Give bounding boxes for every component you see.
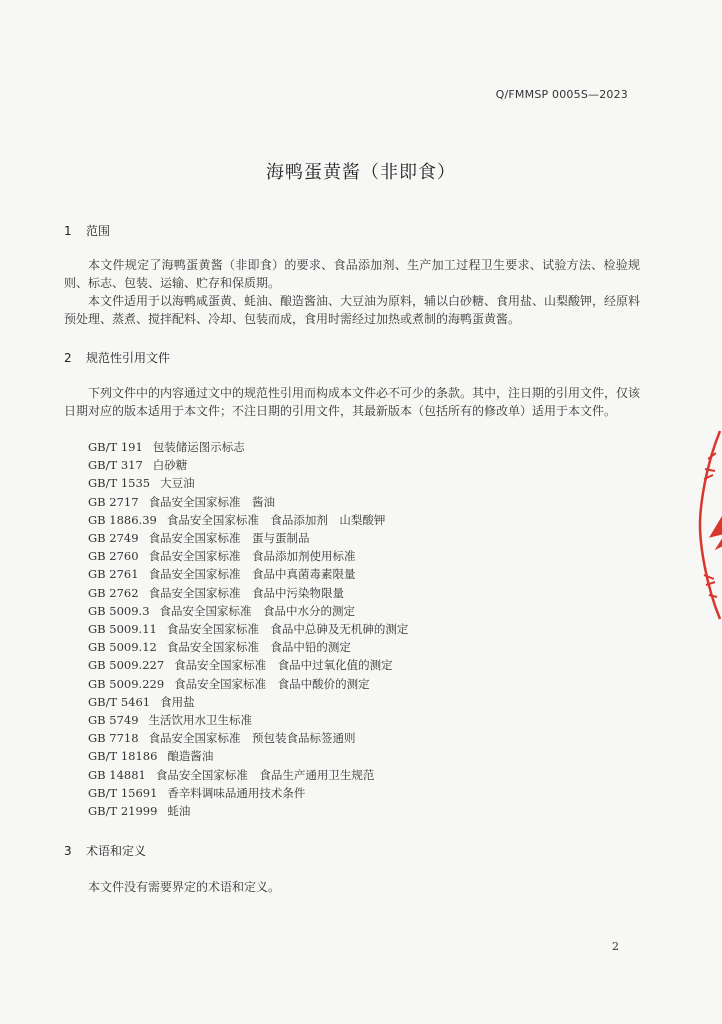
- reference-code: GB 5009.11: [88, 622, 157, 637]
- paragraph: 下列文件中的内容通过文中的规范性引用而构成本文件必不可少的条款。其中，注日期的引用文件，仅该日期对应的版本适用于本文件；不注日期的引用文件，其最新版本（包括所有的修改单）适用于本文件。: [64, 386, 641, 418]
- reference-code: GB 5009.12: [88, 640, 157, 655]
- reference-title: 食品安全国家标准 食品添加剂 山梨酸钾: [166, 512, 386, 527]
- document-code: Q/FMMSP 0005S—2023: [495, 88, 628, 101]
- section-title: 规范性引用文件: [86, 351, 171, 365]
- reference-code: GB 1886.39: [88, 512, 157, 527]
- reference-title: 食品安全国家标准 食品中铅的测定: [166, 640, 351, 655]
- reference-item: [88, 620, 408, 638]
- section-number: 1: [64, 224, 72, 238]
- reference-code: GB 2760: [88, 549, 139, 564]
- reference-title: 大豆油: [160, 476, 195, 491]
- reference-code: GB 5009.227: [88, 658, 165, 673]
- section-number: 3: [64, 844, 72, 858]
- reference-item: [88, 638, 408, 656]
- reference-title: 食品安全国家标准 食品中过氧化值的测定: [174, 658, 393, 673]
- reference-title: 食品安全国家标准 酱油: [148, 494, 276, 509]
- paragraph: 本文件规定了海鸭蛋黄酱（非即食）的要求、食品添加剂、生产加工过程卫生要求、试验方法、检验规则、标志、包装、运输、贮存和保质期。: [64, 258, 640, 290]
- page-number: 2: [612, 940, 619, 953]
- reference-item: [88, 729, 408, 747]
- reference-code: GB 5009.229: [88, 676, 165, 691]
- section-title: 术语和定义: [86, 844, 147, 858]
- reference-item: [88, 493, 408, 511]
- reference-code: GB 2761: [88, 567, 139, 582]
- section-3-heading: [64, 842, 146, 859]
- section-number: 2: [64, 351, 72, 365]
- reference-item: [88, 675, 408, 693]
- reference-title: 酿造酱油: [167, 749, 214, 764]
- paragraph: 本文件适用于以海鸭咸蛋黄、蚝油、酿造酱油、大豆油为原料，辅以白砂糖、食用盐、山梨酸钾，经原料预处理、蒸煮、搅拌配料、冷却、包装而成，食用时需经过加热或煮制的海鸭蛋黄酱。: [64, 294, 641, 326]
- reference-item: [88, 602, 408, 620]
- reference-item: [88, 511, 408, 529]
- reference-code: GB 2762: [88, 585, 139, 600]
- reference-title: 食品安全国家标准 食品中水分的测定: [159, 603, 356, 618]
- section-title: 范围: [86, 224, 111, 238]
- reference-title: 食品安全国家标准 蛋与蛋制品: [148, 531, 310, 546]
- reference-code: GB/T 21999: [88, 804, 158, 819]
- reference-title: 生活饮用水卫生标准: [148, 713, 253, 728]
- reference-item: [88, 784, 408, 802]
- reference-item: [88, 456, 408, 474]
- reference-item: [88, 766, 408, 784]
- reference-title: 白砂糖: [152, 458, 188, 473]
- reference-code: GB 5749: [88, 713, 139, 728]
- reference-code: GB 14881: [88, 767, 146, 782]
- reference-list: [88, 438, 408, 820]
- reference-code: GB 2717: [88, 494, 139, 509]
- reference-title: 包装储运图示标志: [152, 440, 245, 454]
- reference-title: 食品安全国家标准 食品中真菌毒素限量: [148, 567, 356, 582]
- reference-item: [88, 747, 408, 765]
- reference-title: 食品安全国家标准 食品中污染物限量: [148, 585, 345, 600]
- reference-code: GB/T 18186: [88, 749, 158, 764]
- reference-item: [88, 584, 408, 602]
- reference-item: [88, 474, 408, 492]
- reference-item: [88, 565, 408, 583]
- reference-code: GB/T 5461: [88, 694, 151, 709]
- reference-code: GB/T 191: [88, 440, 143, 454]
- reference-item: [88, 438, 408, 456]
- reference-code: GB 7718: [88, 731, 139, 746]
- reference-code: GB/T 317: [88, 458, 143, 473]
- reference-item: [88, 656, 408, 674]
- reference-title: 食品安全国家标准 食品中酸价的测定: [174, 676, 370, 691]
- reference-title: 蚝油: [167, 804, 191, 819]
- reference-title: 食品安全国家标准 预包装食品标签通则: [148, 731, 356, 746]
- reference-item: [88, 802, 408, 820]
- section-2-heading: [64, 349, 170, 366]
- reference-item: [88, 529, 408, 547]
- reference-title: 食品安全国家标准 食品中总砷及无机砷的测定: [166, 622, 409, 637]
- reference-item: [88, 711, 408, 729]
- reference-item: [88, 693, 408, 711]
- reference-code: GB/T 15691: [88, 785, 158, 800]
- reference-code: GB/T 1535: [88, 476, 151, 491]
- seal-stamp-icon: [690, 425, 722, 625]
- paragraph: 本文件没有需要界定的术语和定义。: [88, 880, 281, 894]
- reference-code: GB 2749: [88, 531, 139, 546]
- reference-item: [88, 547, 408, 565]
- reference-title: 香辛料调味品通用技术条件: [167, 785, 306, 800]
- reference-title: 食品安全国家标准 食品添加剂使用标准: [148, 549, 356, 564]
- reference-code: GB 5009.3: [88, 603, 150, 618]
- section-1-heading: [64, 222, 110, 239]
- reference-title: 食品安全国家标准 食品生产通用卫生规范: [155, 767, 375, 782]
- reference-title: 食用盐: [160, 694, 195, 709]
- document-title: 海鸭蛋黄酱（非即食）: [266, 162, 456, 183]
